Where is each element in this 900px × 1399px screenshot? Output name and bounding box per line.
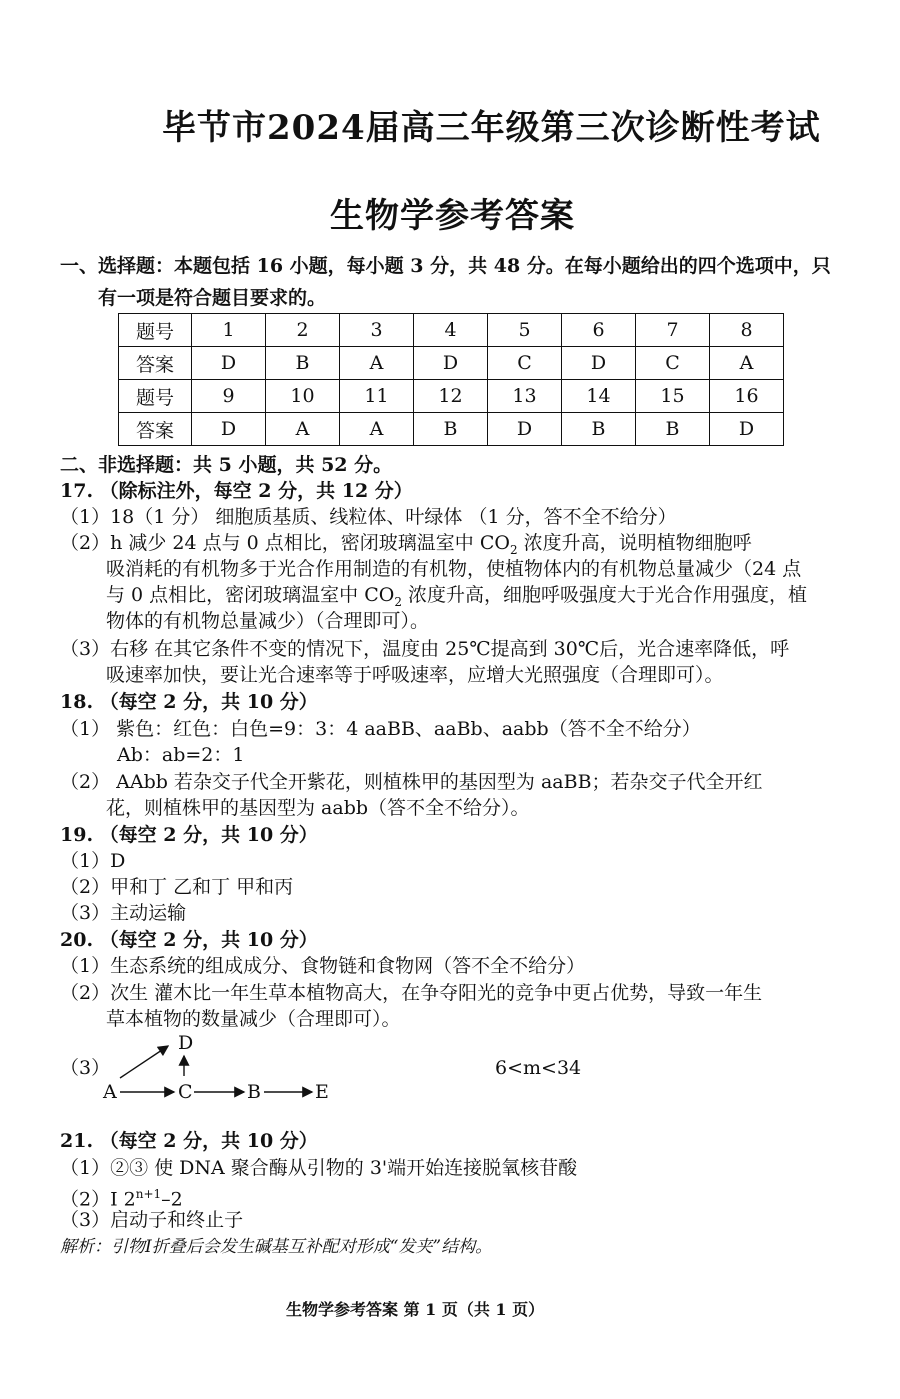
co2-subscript: 2 [509, 542, 518, 557]
q18-heading: 18. （每空 2 分，共 10 分） [60, 691, 318, 713]
q19-line: （3）主动运输 [60, 902, 187, 924]
q18-line: Ab：ab=2：1 [117, 744, 245, 766]
table-row [119, 347, 784, 380]
q20-line: 草本植物的数量减少（合理即可）。 [106, 1008, 401, 1030]
table-cell: C [488, 347, 562, 380]
q17-text: （2）h 减少 24 点与 0 点相比，密闭玻璃温室中 CO [60, 532, 510, 554]
arrow-a-d [120, 1046, 168, 1078]
q21-note: 解析：引物Ⅰ折叠后会发生碱基互补配对形成“发夹”结构。 [60, 1237, 493, 1257]
table-cell: 9 [192, 380, 266, 413]
page-subtitle: 生物学参考答案 [330, 196, 575, 236]
co2-subscript: 2 [394, 594, 402, 609]
q20-part3-label: （3） [60, 1057, 111, 1079]
q19-line: （1）D [60, 850, 126, 872]
page-title: 毕节市2024届高三年级第三次诊断性考试 [162, 108, 821, 148]
section1-line2: 有一项是符合题目要求的。 [98, 287, 327, 309]
table-label-q: 题号 [119, 314, 192, 347]
table-cell: D [710, 413, 784, 446]
table-cell: 5 [488, 314, 562, 347]
table-cell: 10 [266, 380, 340, 413]
table-label-a: 答案 [119, 347, 192, 380]
table-cell: 6 [562, 314, 636, 347]
table-cell: 8 [710, 314, 784, 347]
table-cell: 3 [340, 314, 414, 347]
q17-text: 浓度升高，细胞呼吸强度大于光合作用强度，植 [401, 584, 808, 606]
table-cell: 16 [710, 380, 784, 413]
q17-line: （3）右移 在其它条件不变的情况下，温度由 25℃提高到 30℃后，光合速率降低，呼 [60, 638, 790, 660]
q21-text: –2 [161, 1188, 183, 1211]
table-label-q: 题号 [119, 380, 192, 413]
q19-heading: 19. （每空 2 分，共 10 分） [60, 824, 318, 846]
table-cell: 11 [340, 380, 414, 413]
table-cell: D [192, 347, 266, 380]
table-cell: 12 [414, 380, 488, 413]
table-cell: A [266, 413, 340, 446]
q21-text: （2）Ⅰ 2 [60, 1188, 136, 1211]
q17-line: （1）18（1 分） 细胞质基质、线粒体、叶绿体 （1 分，答不全不给分） [60, 506, 677, 528]
table-cell: D [414, 347, 488, 380]
table-cell: D [192, 413, 266, 446]
table-cell: C [636, 347, 710, 380]
food-web-arrows [100, 1040, 340, 1100]
q19-line: （2）甲和丁 乙和丁 甲和丙 [60, 876, 294, 898]
node-d: D [178, 1032, 194, 1054]
q17-line: 吸速率加快，要让光合速率等于呼吸速率，应增大光照强度（合理即可）。 [106, 664, 724, 686]
table-cell: 15 [636, 380, 710, 413]
section2-heading: 二、非选择题：共 5 小题，共 52 分。 [60, 454, 393, 476]
q17-line: 吸消耗的有机物多于光合作用制造的有机物，使植物体内的有机物总量减少（24 点 [106, 558, 802, 580]
table-label-a: 答案 [119, 413, 192, 446]
q17-line: 物体的有机物总量减少）（合理即可）。 [106, 610, 430, 632]
q18-line: 花，则植株甲的基因型为 aabb（答不全不给分）。 [106, 797, 530, 819]
node-e: E [315, 1081, 329, 1103]
table-cell: A [340, 413, 414, 446]
node-a: A [103, 1081, 117, 1103]
q21-line: （3）启动子和终止子 [60, 1209, 244, 1231]
page-footer: 生物学参考答案 第 1 页（共 1 页） [286, 1300, 545, 1319]
q18-line: （1） 紫色：红色：白色=9：3：4 aaBB、aaBb、aabb（答不全不给分） [60, 718, 701, 740]
q21-heading: 21. （每空 2 分，共 10 分） [60, 1130, 318, 1152]
q17-text: 浓度升高，说明植物细胞呼 [517, 532, 752, 554]
node-c: C [178, 1081, 193, 1103]
table-cell: D [562, 347, 636, 380]
table-cell: 13 [488, 380, 562, 413]
table-cell: A [340, 347, 414, 380]
table-cell: 7 [636, 314, 710, 347]
table-row [119, 314, 784, 347]
table-cell: B [414, 413, 488, 446]
q21-superscript: n+1 [135, 1187, 162, 1201]
table-cell: 1 [192, 314, 266, 347]
section1-line1: 一、选择题：本题包括 16 小题，每小题 3 分，共 48 分。在每小题给出的四个选项中，只 [60, 255, 831, 277]
table-row [119, 413, 784, 446]
table-cell: D [488, 413, 562, 446]
table-cell: 2 [266, 314, 340, 347]
table-cell: B [562, 413, 636, 446]
q20-line: （1）生态系统的组成成分、食物链和食物网（答不全不给分） [60, 955, 586, 977]
table-cell: 4 [414, 314, 488, 347]
q18-line: （2） AAbb 若杂交子代全开紫花，则植株甲的基因型为 aaBB；若杂交子代全开红 [60, 771, 763, 793]
q20-range: 6<m<34 [495, 1057, 582, 1079]
q17-heading: 17. （除标注外，每空 2 分，共 12 分） [60, 480, 413, 502]
table-cell: B [266, 347, 340, 380]
table-row [119, 380, 784, 413]
q20-heading: 20. （每空 2 分，共 10 分） [60, 929, 318, 951]
q21-line: （1）②③ 使 DNA 聚合酶从引物的 3'端开始连接脱氧核苷酸 [60, 1157, 578, 1179]
table-cell: 14 [562, 380, 636, 413]
q20-line: （2）次生 灌木比一年生草本植物高大，在争夺阳光的竞争中更占优势，导致一年生 [60, 982, 763, 1004]
table-cell: A [710, 347, 784, 380]
node-b: B [247, 1081, 261, 1103]
table-cell: B [636, 413, 710, 446]
answer-table [118, 313, 784, 446]
q17-text: 与 0 点相比，密闭玻璃温室中 CO [106, 584, 395, 606]
